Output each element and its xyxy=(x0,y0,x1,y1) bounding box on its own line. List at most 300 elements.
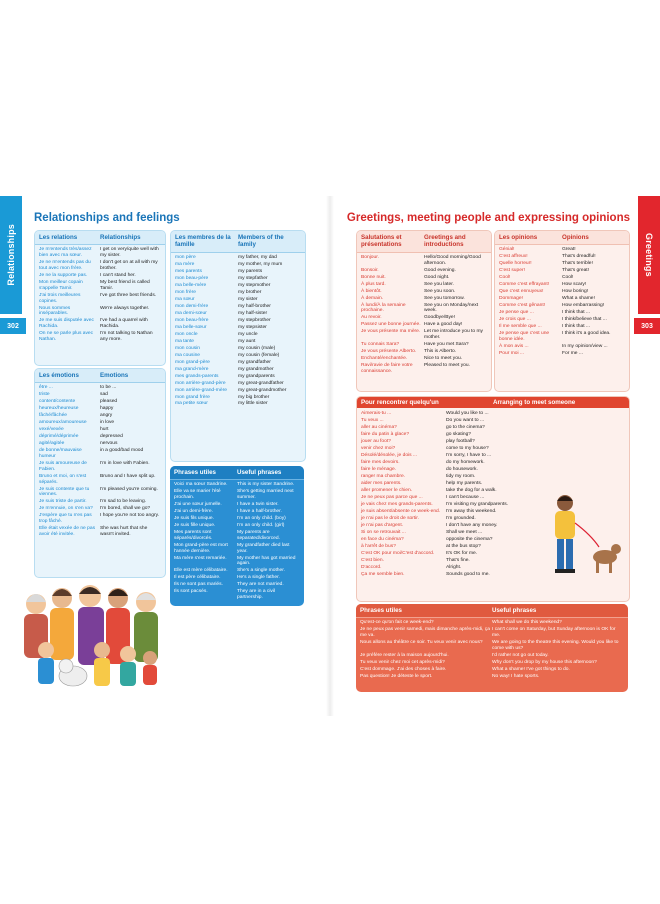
page-number: 303 xyxy=(634,318,660,334)
table-row xyxy=(39,441,161,447)
col-header: Greetings and introductions xyxy=(424,234,466,249)
table-row xyxy=(361,282,487,288)
french-phrase: être ... xyxy=(39,385,53,391)
table-row xyxy=(175,318,301,324)
table-row xyxy=(39,448,161,460)
table-row xyxy=(361,296,487,302)
table-row xyxy=(175,346,301,352)
table-row xyxy=(361,349,487,355)
french-phrase: À bientôt. xyxy=(361,288,382,294)
french-phrase: C'est super! xyxy=(499,268,525,274)
french-phrase: Enchanté/enchantée. xyxy=(361,356,408,362)
english-translation: angry xyxy=(100,413,113,419)
english-translation: That's fine. xyxy=(446,557,470,563)
french-phrase: À demain. xyxy=(361,295,384,301)
french-phrase: Je ne peux pas venir samedi, mais dimanche après-midi, ça me va. xyxy=(360,627,490,639)
french-phrase: Elle va se marier l'été prochain. xyxy=(174,489,221,501)
left-page xyxy=(0,196,330,716)
english-translation: in a good/bad mood xyxy=(100,448,144,454)
table-row xyxy=(361,268,487,274)
table-row xyxy=(360,660,624,666)
french-phrase: Génial! xyxy=(499,247,515,253)
french-phrase: mon beau-père xyxy=(175,275,209,281)
english-translation: How boring! xyxy=(562,289,589,295)
english-translation: my stepsister xyxy=(238,324,267,330)
french-phrase: en face du cinéma? xyxy=(361,536,404,542)
french-phrase: Je ne m'entends pas du tout avec mon frère. xyxy=(39,260,91,271)
english-translation: Would you like to ... xyxy=(446,411,489,416)
useful-phrases-header xyxy=(170,466,304,480)
emotions-list xyxy=(35,383,165,541)
meeting-list xyxy=(357,397,535,581)
table-row xyxy=(360,667,624,673)
opinions-list xyxy=(495,245,629,360)
meeting-box xyxy=(356,396,630,602)
english-translation: do housework. xyxy=(446,466,478,472)
french-phrase: Bonjour. xyxy=(361,254,379,260)
french-phrase: déprimé/déprimée xyxy=(39,434,79,440)
english-translation: I'm grounded. xyxy=(446,515,476,521)
meeting-header xyxy=(357,397,629,408)
table-row xyxy=(361,516,531,522)
french-phrase: Je suis amoureuse de Fabien. xyxy=(39,461,87,472)
french-phrase: aider mes parents. xyxy=(361,480,402,486)
table-row xyxy=(175,269,301,275)
english-translation: Good evening. xyxy=(424,267,456,273)
col-header: Members of the family xyxy=(238,234,284,249)
table-row xyxy=(39,406,161,412)
french-phrase: J'ai une sœur jumelle. xyxy=(174,502,222,508)
english-translation: my aunt xyxy=(238,338,256,344)
french-phrase: C'est OK pour moi/C'est d'accord. xyxy=(361,550,435,556)
french-phrase: Je m'ennuie, on s'en va? xyxy=(39,506,93,512)
table-row xyxy=(175,339,301,345)
french-phrase: à l'arrêt de bus? xyxy=(361,543,396,549)
english-translation: I'm away this weekend. xyxy=(446,508,497,514)
english-translation: I think that ... xyxy=(562,310,590,316)
french-phrase: ma cousine xyxy=(175,352,201,358)
table-row xyxy=(361,460,531,466)
french-phrase: Je préfère rester à la maison aujourd'hui. xyxy=(360,652,449,658)
french-phrase: aller au cinéma? xyxy=(361,424,397,430)
table-row xyxy=(175,325,301,331)
english-translation: Why don't you drop by my house this afternoon? xyxy=(492,659,597,665)
table-row xyxy=(174,482,300,488)
french-phrase: venir chez moi? xyxy=(361,445,396,451)
table-row xyxy=(39,499,161,505)
english-translation: That's great! xyxy=(562,268,590,274)
french-phrase: content/contente xyxy=(39,399,76,405)
english-translation: my grandparents xyxy=(238,373,275,379)
col-header: Les opinions xyxy=(499,234,538,241)
french-phrase: Désolé/désolée, je dois ... xyxy=(361,452,418,458)
english-translation: See you soon. xyxy=(424,288,456,294)
table-row xyxy=(499,331,625,343)
english-translation: Nice to meet you. xyxy=(424,356,463,362)
english-translation: See you later. xyxy=(424,281,454,287)
french-phrase: agité/agitée xyxy=(39,441,65,447)
french-phrase: Voici ma sœur Sandrine. xyxy=(174,482,228,488)
english-translation: I can't stand her. xyxy=(100,272,136,278)
relations-box xyxy=(34,230,166,366)
table-row xyxy=(361,315,487,321)
english-translation: My parents are separated/divorced. xyxy=(237,530,280,541)
table-row xyxy=(361,356,487,362)
english-translation: Good night. xyxy=(424,274,450,280)
greetings-list xyxy=(357,253,491,378)
table-row xyxy=(174,589,300,601)
french-phrase: Je suis triste de partir. xyxy=(39,499,87,505)
table-row xyxy=(361,537,531,543)
french-phrase: de bonne/mauvaise humeur xyxy=(39,448,82,460)
english-translation: my half-brother xyxy=(238,303,271,309)
dictionary-spread xyxy=(0,196,660,716)
french-phrase: J'espère que tu n'es pas trop fâché. xyxy=(39,513,92,525)
french-phrase: Bonsoir. xyxy=(361,267,379,273)
table-row xyxy=(39,427,161,433)
english-translation: That's dreadful! xyxy=(562,254,596,260)
french-phrase: faire le ménage. xyxy=(361,466,397,472)
table-row xyxy=(39,474,161,486)
family-list xyxy=(171,253,305,411)
french-phrase: Ça me semble bien. xyxy=(361,571,405,577)
french-phrase: Il me semble que ... xyxy=(499,324,542,330)
english-translation: Have you met Sara? xyxy=(424,342,469,348)
english-translation: I don't get on at all with my brother. xyxy=(100,260,158,271)
french-phrase: J'ai trois meilleures copines. xyxy=(39,292,81,304)
english-translation: I get on very/quite well with my sister. xyxy=(100,247,159,259)
table-row xyxy=(499,324,625,330)
english-translation: go skating? xyxy=(446,431,472,437)
table-row xyxy=(361,453,531,459)
french-phrase: je suis absent/absente ce week-end. xyxy=(361,508,441,514)
french-phrase: Que c'est ennuyeux! xyxy=(499,289,544,295)
french-phrase: ma demi-sœur xyxy=(175,310,207,316)
french-phrase: mon arrière-grand-père xyxy=(175,380,226,386)
table-row xyxy=(175,395,301,401)
french-phrase: On ne se parle plus avec Nathan. xyxy=(39,331,94,342)
table-row xyxy=(361,565,531,571)
french-phrase: À plus tard. xyxy=(361,281,386,287)
english-translation: I'm visiting my grandparents. xyxy=(446,501,509,507)
english-translation: I have a half-brother. xyxy=(237,509,282,515)
english-translation: I'm not talking to Nathan any more. xyxy=(100,331,153,342)
french-phrase: Aimerais-tu ... xyxy=(361,411,392,416)
french-phrase: Je me suis disputée avec Rachida. xyxy=(39,318,94,330)
col-header: Useful phrases xyxy=(492,607,537,614)
table-row xyxy=(39,306,161,318)
table-row xyxy=(175,360,301,366)
col-header: Phrases utiles xyxy=(360,607,402,614)
table-row xyxy=(361,488,531,494)
french-phrase: mon demi-frère xyxy=(175,303,209,309)
english-translation: my great-grandmother xyxy=(238,387,287,393)
french-phrase: Je pense que ... xyxy=(499,310,534,316)
table-row xyxy=(175,290,301,296)
french-phrase: D'accord. xyxy=(361,564,382,570)
english-translation: Great! xyxy=(562,247,576,253)
english-translation: play football? xyxy=(446,438,475,444)
greetings-box xyxy=(356,230,492,392)
english-translation: I'm sad to be leaving. xyxy=(100,499,147,505)
english-translation: How scary! xyxy=(562,282,587,288)
french-phrase: Ils sont pacsés. xyxy=(174,589,208,595)
french-phrase: Mes parents sont séparés/divorcés. xyxy=(174,530,213,541)
french-phrase: Je suis fille unique. xyxy=(174,523,216,529)
english-translation: at the bus stop? xyxy=(446,543,481,549)
col-header: Opinions xyxy=(562,234,589,241)
french-phrase: vexé/vexée xyxy=(39,427,64,433)
table-row xyxy=(39,273,161,279)
french-phrase: Pour moi ... xyxy=(499,350,525,356)
english-translation: my parents xyxy=(238,268,263,274)
french-phrase: Ma mère s'est remariée. xyxy=(174,555,227,561)
english-translation: my uncle xyxy=(238,331,258,337)
col-header: Les relations xyxy=(39,234,78,241)
table-row xyxy=(499,268,625,274)
english-translation: my grandmother xyxy=(238,366,274,372)
english-translation: my cousin (female) xyxy=(238,352,280,358)
table-row xyxy=(499,351,625,357)
english-translation: Cool! xyxy=(562,275,574,281)
table-row xyxy=(361,551,531,557)
table-row xyxy=(39,331,161,343)
english-translation: She was hurt that she wasn't invited. xyxy=(100,526,148,537)
table-row xyxy=(39,280,161,292)
col-header: Les membres de la famille xyxy=(175,234,231,249)
english-translation: My best friend is called Tamir. xyxy=(100,279,150,291)
english-translation: Shall we meet ... xyxy=(446,529,483,535)
table-row xyxy=(174,582,300,588)
english-translation: My grandfather died last year. xyxy=(237,542,290,554)
table-row xyxy=(361,432,531,438)
right-page xyxy=(330,196,660,716)
french-phrase: Je pense que c'est une bonne idée. xyxy=(499,331,550,343)
english-translation: my mother, my mum xyxy=(238,261,283,267)
family-illustration xyxy=(18,576,168,694)
english-translation: Hello/Good morning/Good afternoon. xyxy=(424,254,481,266)
french-phrase: Elle était vexée de ne pas avoir été invitée. xyxy=(39,526,96,537)
english-translation: my father, my dad xyxy=(238,254,277,260)
english-translation: my grandfather xyxy=(238,359,271,365)
english-translation: depressed xyxy=(100,434,123,440)
table-row xyxy=(174,502,300,508)
english-translation: take the dog for a walk. xyxy=(446,487,497,493)
table-row xyxy=(175,255,301,261)
table-row xyxy=(361,439,531,445)
french-phrase: Bruno et moi, on s'est séparés. xyxy=(39,473,87,485)
useful-phrases-list xyxy=(356,618,628,682)
table-row xyxy=(360,653,624,659)
table-row xyxy=(361,275,487,281)
english-translation: We are going to the theatre this evening. Would you like to come with us? xyxy=(492,640,619,651)
french-phrase: Dommage! xyxy=(499,296,523,302)
table-row xyxy=(175,276,301,282)
french-phrase: Tu connais Sara? xyxy=(361,342,400,348)
french-phrase: mon oncle xyxy=(175,331,198,337)
table-row xyxy=(174,556,300,568)
english-translation: This is Alberto. xyxy=(424,349,457,355)
relations-header xyxy=(35,231,165,245)
col-header: Salutations et présentations xyxy=(361,234,402,249)
table-row xyxy=(361,289,487,295)
english-translation: I'm an only child. (boy) xyxy=(237,516,286,522)
table-row xyxy=(174,568,300,574)
french-phrase: Je vous présente Alberto. xyxy=(361,349,417,355)
english-translation: I can't because ... xyxy=(446,494,485,500)
french-phrase: je n'ai pas le droit de sortir. xyxy=(361,515,420,521)
table-row xyxy=(499,275,625,281)
section-tab-greetings[interactable] xyxy=(638,196,660,314)
table-row xyxy=(39,513,161,525)
english-translation: in love xyxy=(100,420,115,426)
french-phrase: Je ne la supporte pas. xyxy=(39,272,88,278)
table-row xyxy=(361,495,531,501)
french-phrase: faire mes devoirs. xyxy=(361,459,400,465)
french-phrase: J'ai un demi-frère. xyxy=(174,509,213,515)
french-phrase: Nous allons au théâtre ce soir. Tu veux venir avec nous? xyxy=(360,640,483,646)
french-phrase: mon père xyxy=(175,254,196,260)
english-translation: What a shame! xyxy=(562,296,595,302)
english-translation: I'm sorry, I have to ... xyxy=(446,452,492,458)
english-translation: Let me introduce you to my mother. xyxy=(424,329,483,341)
table-row xyxy=(361,329,487,341)
french-phrase: C'est bien. xyxy=(361,557,384,563)
french-phrase: amoureux/amoureuse xyxy=(39,420,87,426)
english-translation: That's terrible! xyxy=(562,261,593,267)
english-translation: happy xyxy=(100,406,114,412)
french-phrase: je vais chez mes grands-parents. xyxy=(361,501,433,507)
relations-list xyxy=(35,245,165,345)
table-row xyxy=(175,283,301,289)
table-row xyxy=(174,489,300,501)
table-row xyxy=(499,317,625,323)
table-row xyxy=(361,418,531,424)
page-title: Greetings, meeting people and expressing opinions xyxy=(346,212,630,224)
french-phrase: Passez une bonne journée. xyxy=(361,322,421,328)
english-translation: my brother xyxy=(238,289,262,295)
table-row xyxy=(499,254,625,260)
french-phrase: Je suis fils unique. xyxy=(174,516,214,522)
english-translation: do my homework. xyxy=(446,459,485,465)
english-translation: pleased xyxy=(100,399,118,405)
english-translation: I'm an only child. (girl) xyxy=(237,523,285,529)
french-phrase: À mon avis ... xyxy=(499,344,529,349)
col-header: Relationships xyxy=(100,234,141,241)
table-row xyxy=(175,374,301,380)
french-phrase: Il est père célibataire. xyxy=(174,575,221,581)
table-row xyxy=(499,247,625,253)
french-phrase: ma tante xyxy=(175,338,195,344)
english-translation: In my opinion/view ... xyxy=(562,344,608,349)
french-phrase: Mon meilleur copain s'appelle Tamir. xyxy=(39,279,83,291)
useful-phrases-box xyxy=(170,466,304,606)
section-tab-label: Greetings xyxy=(644,233,654,277)
table-row xyxy=(39,392,161,398)
table-row xyxy=(175,332,301,338)
table-row xyxy=(361,446,531,452)
english-translation: I'm pleased you're coming. xyxy=(100,486,158,492)
table-row xyxy=(174,543,300,555)
table-row xyxy=(360,627,624,639)
table-row xyxy=(361,303,487,315)
table-row xyxy=(174,575,300,581)
family-header xyxy=(171,231,305,253)
english-translation: They are not married. xyxy=(237,582,284,588)
english-translation: my stepmother xyxy=(238,282,271,288)
table-row xyxy=(361,544,531,550)
english-translation: See you tomorrow. xyxy=(424,295,465,301)
english-translation: This is my sister Sandrine. xyxy=(237,482,295,488)
useful-phrases-header xyxy=(356,604,628,618)
french-phrase: À lundi/À la semaine prochaine. xyxy=(361,302,406,314)
french-phrase: Tu veux venir chez moi cet après-midi? xyxy=(360,659,445,665)
emotions-box xyxy=(34,368,166,578)
french-phrase: heureux/heureuse xyxy=(39,406,79,412)
english-translation: Alright. xyxy=(446,564,462,570)
french-phrase: ma sœur xyxy=(175,296,195,302)
section-tab-relationships[interactable] xyxy=(0,196,22,314)
english-translation: I've got three best friends. xyxy=(100,292,157,298)
section-tab-label: Relationships xyxy=(6,224,16,286)
english-translation: She's getting married next summer. xyxy=(237,489,294,501)
english-translation: No way! I hate sports. xyxy=(492,673,540,679)
table-row xyxy=(39,526,161,538)
french-phrase: Mon grand-père est mort l'année dernière. xyxy=(174,542,228,554)
table-row xyxy=(39,461,161,473)
french-phrase: ma mère xyxy=(175,261,195,267)
french-phrase: mon grand frère xyxy=(175,394,210,400)
french-phrase: Ravi/ravie de faire votre connaissance. xyxy=(361,363,413,374)
french-phrase: mon grand-père xyxy=(175,359,210,365)
col-header: Useful phrases xyxy=(237,469,282,476)
table-row xyxy=(361,572,531,578)
table-row xyxy=(175,353,301,359)
french-phrase: mes parents xyxy=(175,268,202,274)
french-phrase: faire du patin à glace? xyxy=(361,431,410,437)
table-row xyxy=(175,367,301,373)
english-translation: my stepbrother xyxy=(238,317,271,323)
table-row xyxy=(360,674,624,680)
table-row xyxy=(39,247,161,259)
french-phrase: mes grands-parents xyxy=(175,373,219,379)
french-phrase: C'est affreux! xyxy=(499,254,528,260)
english-translation: They are in a civil partnership. xyxy=(237,589,276,601)
english-translation: nervous xyxy=(100,441,118,447)
french-phrase: Pas question! Je déteste le sport. xyxy=(360,673,433,679)
french-phrase: ma grand-mère xyxy=(175,366,209,372)
french-phrase: mon beau-frère xyxy=(175,317,209,323)
english-translation: come to my house? xyxy=(446,445,489,451)
english-translation: I'd rather not go out today. xyxy=(492,652,549,658)
table-row xyxy=(499,344,625,350)
english-translation: I think/believe that ... xyxy=(562,317,607,323)
table-row xyxy=(39,487,161,499)
english-translation: my cousin (male) xyxy=(238,345,276,351)
family-box xyxy=(170,230,306,462)
table-row xyxy=(361,474,531,480)
french-phrase: Bonne nuit. xyxy=(361,274,386,280)
page-number: 302 xyxy=(0,318,26,334)
english-translation: See you on Monday/next week. xyxy=(424,302,479,314)
table-row xyxy=(361,523,531,529)
table-row xyxy=(39,260,161,272)
table-row xyxy=(175,311,301,317)
table-row xyxy=(39,420,161,426)
table-row xyxy=(175,401,301,407)
col-header: Emotions xyxy=(100,372,129,379)
english-translation: hurt xyxy=(100,427,109,433)
